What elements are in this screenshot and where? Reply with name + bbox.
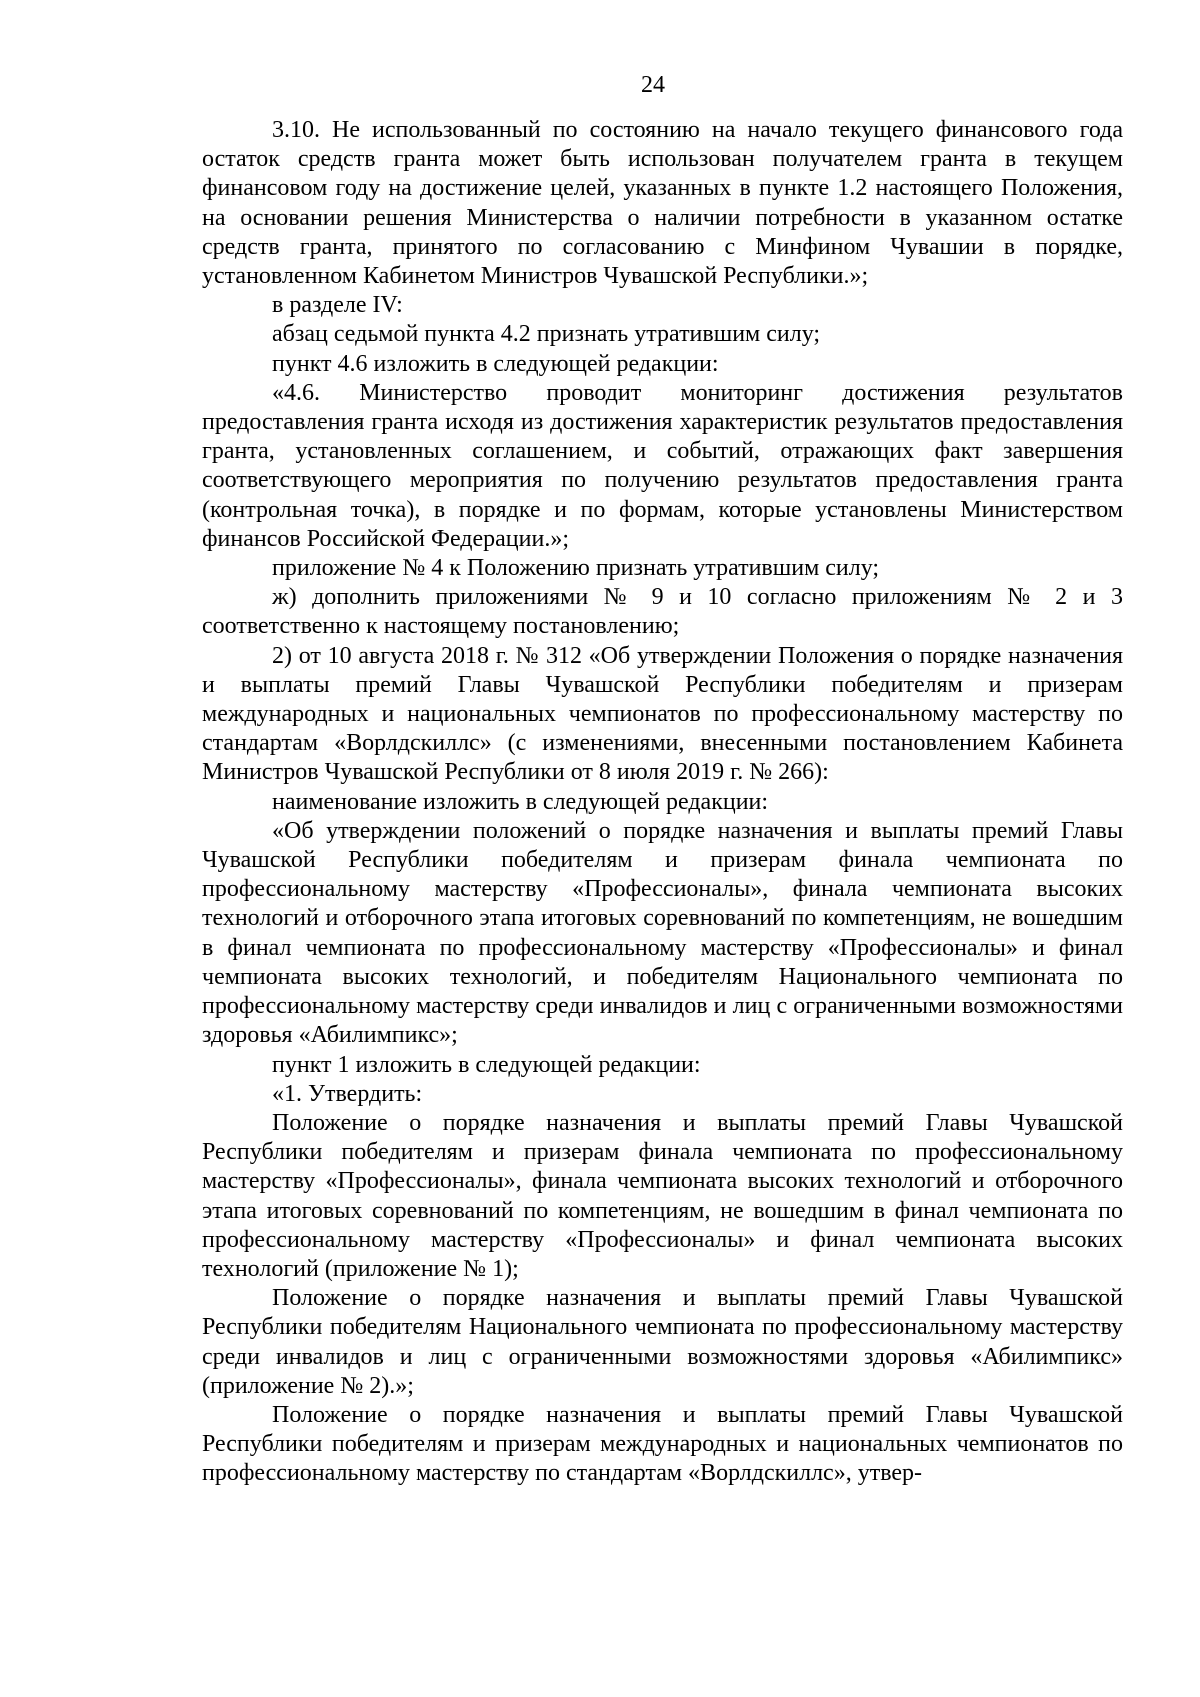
paragraph-point-1-intro: пункт 1 изложить в следующей редакции: (272, 1051, 701, 1078)
paragraph-resolution-312: 2) от 10 августа 2018 г. № 312 «Об утверждении Положения о порядке назначения и выплаты премий Главы Чувашской Республики победителям и призерам международных и национальных чемпионатов по профессиональному мастерству по стандартам «Ворлдскиллс» (с изменениями, внесенными постановлением Кабинета Министров Чувашской Республики от 8 июля 2019 г. № 266): (202, 642, 1123, 786)
paragraph-appendix-4-repeal: приложение № 4 к Положению признать утратившим силу; (272, 555, 880, 582)
paragraph-new-name: «Об утверждении положений о порядке назначения и выплаты премий Главы Чувашской Республики победителям и призерам финала чемпионата по профессиональному мастерству «Профессионалы», финала чемпионата высоких технологий и отборочного этапа итоговых соревнований по компетенциям, не вошедшим в финал чемпионата по профессиональному мастерству «Профессионалы» и финал чемпионата высоких технологий, и победителям Национального чемпионата по профессиональному мастерству среди инвалидов и лиц с ограниченными возможностями здоровья «Абилимпикс»; (202, 817, 1123, 1049)
paragraph-appendices-9-10: ж) дополнить приложениями № 9 и 10 согласно приложениям № 2 и 3 соответственно к настоящему постановлению; (202, 584, 1123, 640)
paragraph-regulation-worldskills: Положение о порядке назначения и выплаты премий Главы Чувашской Республики победителям и призерам международных и национальных чемпионатов по профессиональному мастерству по стандартам «Ворлдскиллс», утвер- (202, 1401, 1123, 1487)
paragraph-3-10-grant-balance: 3.10. Не использованный по состоянию на начало текущего финансового года остаток средств гранта может быть использован получателем гранта в текущем финансовом году на достижение целей, указанных в пункте 1.2 настоящего Положения, на основании решения Министерства о наличии потребности в указанном остатке средств гранта, принятого по согласованию с Минфином Чувашии в порядке, установленном Кабинетом Министров Чувашской Республики.»; (202, 117, 1123, 290)
paragraph-approve: «1. Утвердить: (272, 1080, 423, 1107)
page-number: 24 (641, 72, 665, 98)
document-body (202, 116, 1123, 1489)
paragraph-name-intro: наименование изложить в следующей редакции: (272, 788, 769, 815)
paragraph-4-6-intro: пункт 4.6 изложить в следующей редакции: (272, 350, 719, 377)
paragraph-4-6-text: «4.6. Министерство проводит мониторинг достижения результатов предоставления гранта исходя из достижения характеристик результатов предоставления гранта, установленных соглашением, и событий, отражающих факт завершения соответствующего мероприятия по получению результатов предоставления гранта (контрольная точка), в порядке и по формам, которые установлены Министерством финансов Российской Федерации.»; (202, 379, 1123, 552)
paragraph-regulation-2: Положение о порядке назначения и выплаты премий Главы Чувашской Республики победителям Национального чемпионата по профессиональному мастерству среди инвалидов и лиц с ограниченными возможностями здоровья «Абилимпикс» (приложение № 2).»; (202, 1285, 1123, 1399)
paragraph-regulation-1: Положение о порядке назначения и выплаты премий Главы Чувашской Республики победителям и призерам финала чемпионата по профессиональному мастерству «Профессионалы», финала чемпионата высоких технологий и отборочного этапа итоговых соревнований по компетенциям, не вошедшим в финал чемпионата по профессиональному мастерству «Профессионалы» и финал чемпионата высоких технологий (приложение № 1); (202, 1109, 1123, 1282)
paragraph-section-iv: в разделе IV: (272, 292, 403, 319)
paragraph-4-2-repeal: абзац седьмой пункта 4.2 признать утратившим силу; (272, 321, 821, 348)
